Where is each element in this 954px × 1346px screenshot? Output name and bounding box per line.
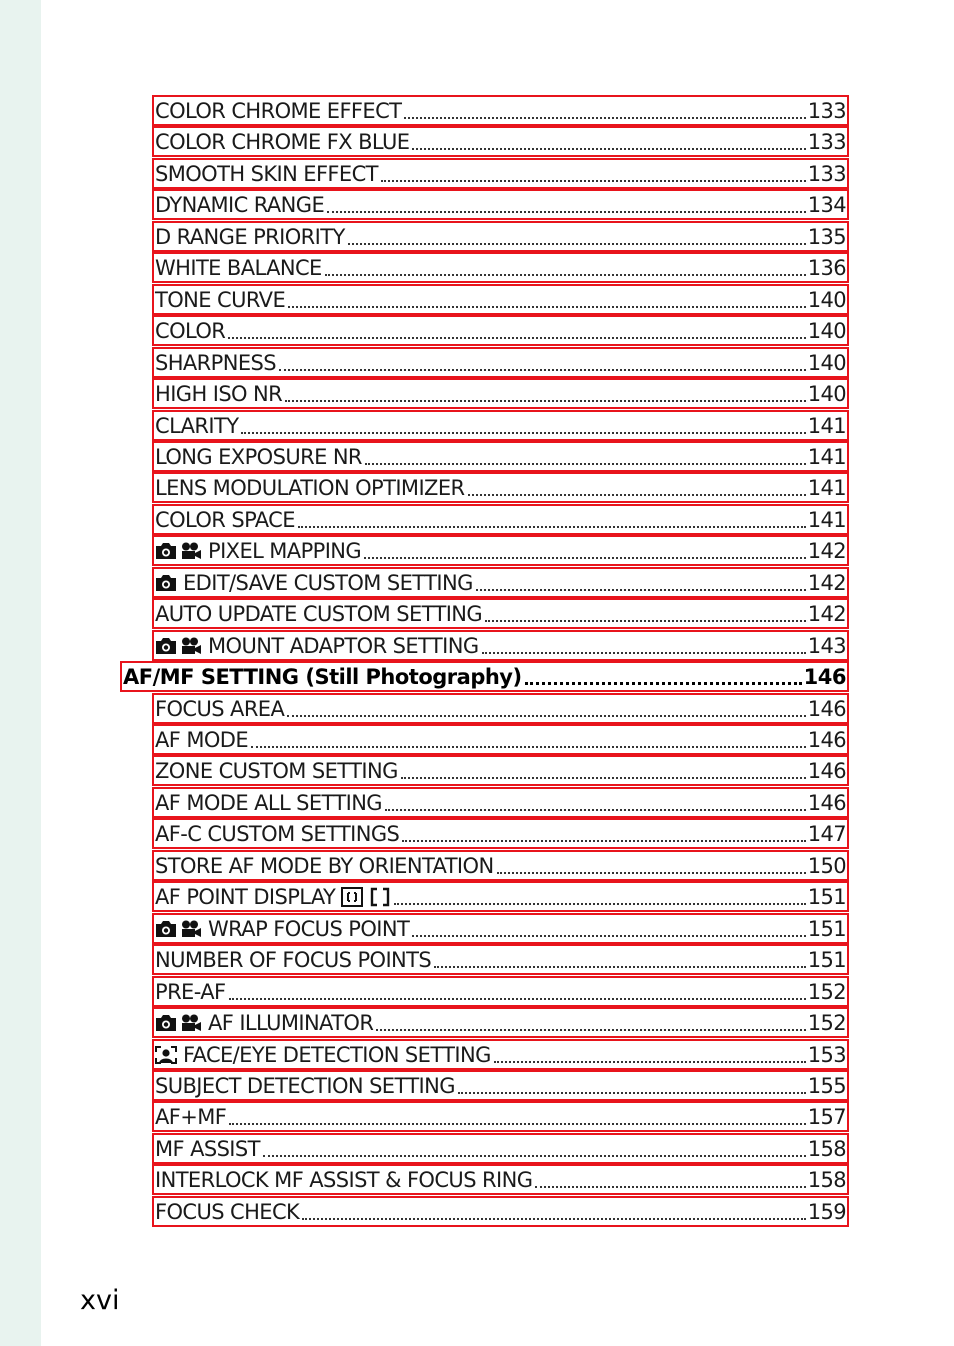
- toc-entry-page: 158: [807, 1137, 846, 1161]
- dot-leader: [229, 1119, 805, 1125]
- toc-entry-page: 136: [807, 256, 846, 280]
- toc-entry-label: [154, 476, 465, 501]
- toc-section-heading[interactable]: [120, 661, 849, 692]
- toc-entry-label: [154, 759, 398, 784]
- toc-entry-text: AF-C CUSTOM SETTINGS: [155, 822, 400, 846]
- toc-entry-text: TONE CURVE: [155, 288, 286, 312]
- toc-entry-text: WRAP FOCUS POINT: [208, 917, 410, 941]
- toc-entry-page: 134: [807, 193, 846, 217]
- toc-entry[interactable]: [152, 976, 849, 1007]
- camera-icon: [155, 920, 177, 938]
- movie-camera-icon: [180, 1014, 202, 1032]
- toc-entry[interactable]: [152, 535, 849, 566]
- toc-entry-label: [154, 256, 322, 281]
- toc-entry[interactable]: [152, 315, 849, 346]
- toc-entry-text: AF MODE ALL SETTING: [155, 791, 382, 815]
- dot-leader: [381, 176, 806, 182]
- toc-entry-page: 158: [807, 1168, 846, 1192]
- toc-entry[interactable]: [152, 1101, 849, 1132]
- mode-icons: [155, 920, 202, 938]
- dot-leader: [348, 239, 806, 245]
- toc-entry-label: [154, 162, 378, 187]
- dot-leader: [251, 742, 806, 748]
- dot-leader: [365, 459, 806, 465]
- toc-entry-label: [154, 1137, 260, 1162]
- toc-entry-label: [154, 980, 226, 1005]
- toc-entry[interactable]: [152, 724, 849, 755]
- toc-entry-text: HIGH ISO NR: [155, 382, 283, 406]
- toc-entry-page: 142: [807, 571, 846, 595]
- toc-entry-page: 141: [807, 476, 846, 500]
- lcd-frame-icon: [369, 887, 391, 907]
- toc-entry-page: 140: [807, 351, 846, 375]
- toc-entry[interactable]: [152, 158, 849, 189]
- toc-entry-page: 142: [807, 602, 846, 626]
- toc-entry[interactable]: [152, 504, 849, 535]
- toc-entry-page: 140: [807, 288, 846, 312]
- mode-icons: [155, 637, 202, 655]
- toc-entry-text: DYNAMIC RANGE: [155, 193, 325, 217]
- toc-entry-label: [154, 288, 285, 313]
- toc-entry-page: 146: [807, 759, 846, 783]
- toc-entry-page: 140: [807, 319, 846, 343]
- dot-leader: [279, 365, 806, 371]
- dot-leader: [525, 678, 802, 685]
- toc-entry-label: [154, 1074, 455, 1099]
- toc-entry-text: COLOR CHROME FX BLUE: [155, 130, 410, 154]
- toc-entry[interactable]: [152, 189, 849, 220]
- dot-leader: [298, 522, 806, 528]
- mode-icons: [155, 1046, 177, 1064]
- toc-entry-page: 143: [807, 634, 846, 658]
- toc-entry-text: AF+MF: [155, 1105, 227, 1129]
- toc-entry-label: [154, 319, 225, 344]
- toc-entry-label: [154, 382, 282, 407]
- toc-entry-page: 133: [807, 130, 846, 154]
- toc-entry-label: [154, 728, 248, 753]
- dot-leader: [401, 773, 806, 779]
- toc-entry-text: AF POINT DISPLAY: [155, 885, 336, 909]
- toc-entry-text: PRE-AF: [155, 980, 226, 1004]
- toc-entry-text: AF ILLUMINATOR: [208, 1011, 374, 1035]
- toc-entry-text: SMOOTH SKIN EFFECT: [155, 162, 378, 186]
- toc-entry-page: 157: [807, 1105, 846, 1129]
- dot-leader: [494, 1057, 806, 1063]
- toc-entry[interactable]: [152, 126, 849, 157]
- dot-leader: [263, 1151, 806, 1157]
- toc-entry-label: [154, 508, 295, 533]
- toc-entry-text: WHITE BALANCE: [155, 256, 322, 280]
- toc-entry[interactable]: [152, 598, 849, 629]
- toc-entry[interactable]: [152, 410, 849, 441]
- toc-entry-text: D RANGE PRIORITY: [155, 225, 345, 249]
- toc-entry-page: 142: [807, 539, 846, 563]
- toc-entry-label: [154, 885, 391, 910]
- dot-leader: [412, 931, 806, 937]
- toc-entry-page: 151: [807, 917, 846, 941]
- toc-entry-text: NUMBER OF FOCUS POINTS: [155, 948, 432, 972]
- toc-entry-label: [122, 665, 522, 690]
- dot-leader: [497, 868, 806, 874]
- toc-entry-label: [154, 791, 382, 816]
- toc-entry[interactable]: [152, 693, 849, 724]
- toc-entry-text: COLOR SPACE: [155, 508, 295, 532]
- dot-leader: [325, 270, 806, 276]
- toc-entry-text: SHARPNESS: [155, 351, 276, 375]
- toc-entry[interactable]: [152, 787, 849, 818]
- toc-entry-label: [154, 854, 494, 879]
- toc-entry-page: 141: [807, 508, 846, 532]
- toc-entry-text: CLARITY: [155, 414, 239, 438]
- toc-entry-label: [154, 1105, 226, 1130]
- toc-entry-label: [154, 414, 238, 439]
- toc-entry[interactable]: [152, 347, 849, 378]
- movie-camera-icon: [180, 637, 202, 655]
- toc-entry[interactable]: [152, 284, 849, 315]
- toc-entry-label: [154, 602, 482, 627]
- toc-entry-page: 146: [807, 728, 846, 752]
- toc-entry[interactable]: [152, 818, 849, 849]
- toc-entry-label: [154, 1011, 373, 1036]
- toc-entry[interactable]: [152, 944, 849, 975]
- face-detection-icon: [155, 1046, 177, 1064]
- toc-entry-page: 135: [807, 225, 846, 249]
- dot-leader: [288, 302, 806, 308]
- toc-entry-label: [154, 697, 284, 722]
- toc-entry-page: 133: [807, 99, 846, 123]
- dot-leader: [285, 396, 806, 402]
- toc-entry-page: 159: [807, 1200, 846, 1224]
- toc-entry-text: FOCUS AREA: [155, 697, 285, 721]
- dot-leader: [229, 994, 806, 1000]
- toc-entry[interactable]: [152, 1133, 849, 1164]
- toc-entry[interactable]: [152, 378, 849, 409]
- toc-entry[interactable]: [152, 221, 849, 252]
- toc-entry-label: [154, 130, 409, 155]
- toc-entry[interactable]: [152, 1070, 849, 1101]
- toc-entry-page: 146: [807, 791, 846, 815]
- toc-entry-text: FACE/EYE DETECTION SETTING: [183, 1043, 491, 1067]
- toc-entry[interactable]: [152, 630, 849, 661]
- dot-leader: [241, 428, 805, 434]
- toc-entry-page: 140: [807, 382, 846, 406]
- dot-leader: [458, 1088, 806, 1094]
- toc-entry-page: 141: [807, 445, 846, 469]
- toc-entry-text: COLOR CHROME EFFECT: [155, 99, 402, 123]
- toc-entry-page: 151: [807, 948, 846, 972]
- page-number: xvi: [80, 1285, 120, 1316]
- dot-leader: [402, 836, 805, 842]
- dot-leader: [228, 333, 805, 339]
- toc-entry-label: [154, 1200, 299, 1225]
- evf-frame-icon: [341, 887, 363, 907]
- camera-icon: [155, 574, 177, 592]
- toc-entry-text: INTERLOCK MF ASSIST & FOCUS RING: [155, 1168, 533, 1192]
- camera-icon: [155, 637, 177, 655]
- toc-entry-label: [154, 1168, 532, 1193]
- toc-entry-page: 155: [807, 1074, 846, 1098]
- camera-icon: [155, 1014, 177, 1032]
- toc-entry[interactable]: [152, 95, 849, 126]
- toc-entry[interactable]: [152, 1007, 849, 1038]
- toc-entry-label: [154, 539, 361, 564]
- dot-leader: [476, 585, 806, 591]
- toc-entry-page: 146: [803, 665, 846, 689]
- toc-entry-text: AUTO UPDATE CUSTOM SETTING: [155, 602, 483, 626]
- mode-icons: [155, 542, 202, 560]
- toc-entry[interactable]: [152, 472, 849, 503]
- dot-leader: [287, 711, 805, 717]
- toc-entry[interactable]: [152, 1196, 849, 1227]
- toc-entry-text: FOCUS CHECK: [155, 1200, 300, 1224]
- toc-entry-text: EDIT/SAVE CUSTOM SETTING: [183, 571, 473, 595]
- toc-entry[interactable]: [152, 850, 849, 881]
- toc-entry-text: LENS MODULATION OPTIMIZER: [155, 476, 465, 500]
- mode-icons: [155, 1014, 202, 1032]
- toc-entry-page: 151: [807, 885, 846, 909]
- toc-entry-label: [154, 917, 409, 942]
- toc-entry-label: [154, 351, 276, 376]
- dot-leader: [468, 490, 806, 496]
- dot-leader: [482, 648, 806, 654]
- dot-leader: [434, 962, 806, 968]
- mode-icons: [155, 574, 177, 592]
- dot-leader: [376, 1025, 805, 1031]
- toc-entry-text: AF/MF SETTING (Still Photography): [123, 665, 522, 689]
- toc-entry-label: [154, 99, 401, 124]
- toc-entry-label: [154, 822, 399, 847]
- toc-entry-label: [154, 193, 324, 218]
- toc-entry-page: 152: [807, 1011, 846, 1035]
- toc-entry-page: 150: [807, 854, 846, 878]
- toc-entry[interactable]: [152, 881, 849, 912]
- dot-leader: [404, 113, 805, 119]
- toc-entry-text: ZONE CUSTOM SETTING: [155, 759, 398, 783]
- dot-leader: [302, 1214, 805, 1220]
- toc-entry-label: [154, 634, 479, 659]
- toc-entry-label: [154, 445, 362, 470]
- movie-camera-icon: [180, 542, 202, 560]
- toc-entry-text: PIXEL MAPPING: [208, 539, 362, 563]
- toc-entry-label: [154, 225, 345, 250]
- toc-entry-label: [154, 1043, 491, 1068]
- dot-leader: [394, 899, 805, 905]
- dot-leader: [364, 553, 806, 559]
- toc-entry-page: 146: [807, 697, 846, 721]
- toc-entry-text: MF ASSIST: [155, 1137, 260, 1161]
- toc-entry[interactable]: [152, 755, 849, 786]
- dot-leader: [327, 207, 806, 213]
- dot-leader: [535, 1182, 805, 1188]
- dot-leader: [412, 144, 805, 150]
- toc-entry-page: 153: [807, 1043, 846, 1067]
- toc-entry-page: 133: [807, 162, 846, 186]
- toc-entry-page: 147: [807, 822, 846, 846]
- toc-entry-text: SUBJECT DETECTION SETTING: [155, 1074, 455, 1098]
- toc-entry[interactable]: [152, 1039, 849, 1070]
- toc-entry-text: MOUNT ADAPTOR SETTING: [208, 634, 479, 658]
- toc-entry-label: [154, 571, 473, 596]
- toc-entry[interactable]: [152, 567, 849, 598]
- toc-entry-text: STORE AF MODE BY ORIENTATION: [155, 854, 494, 878]
- toc-entry-text: LONG EXPOSURE NR: [155, 445, 362, 469]
- dot-leader: [485, 616, 806, 622]
- movie-camera-icon: [180, 920, 202, 938]
- toc-entry[interactable]: [152, 252, 849, 283]
- toc-entry-text: AF MODE: [155, 728, 249, 752]
- toc-entry-page: 152: [807, 980, 846, 1004]
- dot-leader: [385, 805, 806, 811]
- toc-entry[interactable]: [152, 441, 849, 472]
- toc-entry[interactable]: [152, 1164, 849, 1195]
- toc-entry-text: COLOR: [155, 319, 226, 343]
- camera-icon: [155, 542, 177, 560]
- toc-entry[interactable]: [152, 913, 849, 944]
- toc-entry-page: 141: [807, 414, 846, 438]
- toc-entry-label: [154, 948, 431, 973]
